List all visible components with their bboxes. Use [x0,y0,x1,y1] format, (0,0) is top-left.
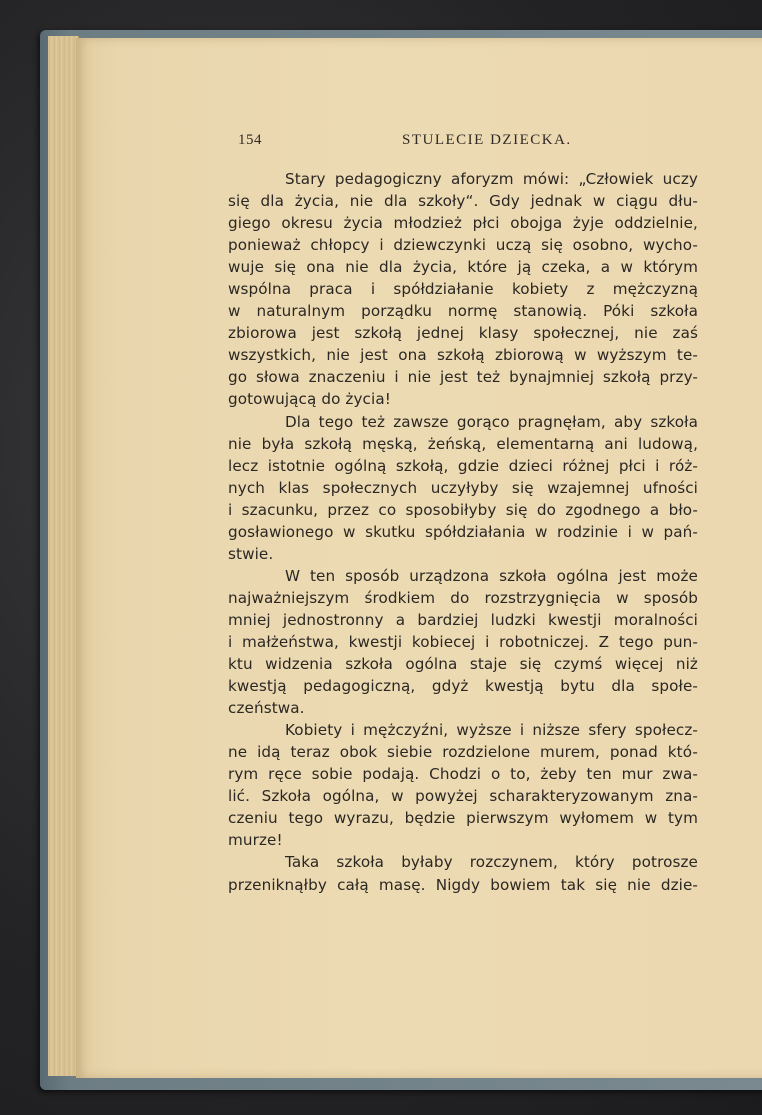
text-line: W ten sposób urządzona szkoła ogólna jest może [285,566,698,585]
page-edges [48,36,79,1076]
text-line: Dla tego też zawsze gorąco pragnęłam, aby szkoła [285,412,698,431]
text-line: Taka szkoła byłaby rozczynem, który potrosze [285,853,698,872]
text-line: nie była szkołą męską, żeńską, elementarną ani ludową, [228,434,698,453]
text-line: przeniknąłby całą masę. Nigdy bowiem tak się nie dzie- [228,875,698,894]
page-header [238,132,638,156]
text-line: mniej jednostronny a bardziej ludzki kwestji moralności [228,610,698,629]
text-line: czeństwa. [228,699,305,718]
text-line: wspólna praca i spółdziałanie kobiety z mężczyzną [228,280,698,299]
text-line: ponieważ chłopcy i dziewczynki uczą się osobno, wycho- [228,236,698,255]
running-head: STULECIE DZIECKA. [402,132,572,148]
text-line: czeniu tego wyrazu, będzie pierwszym wyłomem w tym [228,809,698,828]
text-line: lić. Szkoła ogólna, w powyżej scharakteryzowanym zna- [228,787,698,806]
text-line: lecz istotnie ogólną szkołą, gdzie dzieci różnej płci i róż- [228,456,698,475]
text-line: ne idą teraz obok siebie rozdzielone murem, ponad któ- [228,743,698,762]
text-line: go słowa znaczeniu i nie jest też bynajmniej szkołą przy- [228,368,698,387]
text-line: giego okresu życia młodzież płci obojga żyje oddzielnie, [228,214,698,233]
body-text [228,168,698,896]
text-line: się dla życia, nie dla szkoły“. Gdy jednak w ciągu dłu- [228,192,698,211]
text-line: wuje się ona nie dla życia, które ją czeka, a w którym [228,258,698,277]
text-line: stwie. [228,544,274,563]
text-line: gosławionego w skutku spółdziałania w rodzinie i w pań- [228,522,698,541]
text-line: w naturalnym porządku normę stanowią. Póki szkoła [228,302,698,321]
text-line: ktu widzenia szkoła ogólna staje się czymś więcej niż [228,655,698,674]
text-line: kwestją pedagogiczną, gdyż kwestją bytu dla społe- [228,677,698,696]
text-line: Kobiety i mężczyźni, wyższe i niższe sfery społecz- [285,721,698,740]
text-line: Stary pedagogiczny aforyzm mówi: „Człowiek uczy [285,170,698,188]
text-line: nych klas społecznych uczyłyby się wzajemnej ufności [228,478,698,497]
text-line: gotowującą do życia! [228,390,391,409]
text-line: wszystkich, nie jest ona szkołą zbiorową w wyższym te- [228,346,698,365]
text-line: zbiorowa jest szkołą jednej klasy społecznej, nie zaś [228,324,698,343]
page-number: 154 [238,132,262,148]
text-line: i małżeństwa, kwestji kobiecej i robotniczej. Z tego pun- [228,632,698,651]
text-line: rym ręce sobie podają. Chodzi o to, żeby ten mur zwa- [228,765,698,784]
text-line: i szacunku, przez co sposobiłyby się do zgodnego a bło- [228,500,698,519]
text-line: najważniejszym środkiem do rozstrzygnięcia w sposób [228,588,698,607]
text-line: murze! [228,831,283,850]
